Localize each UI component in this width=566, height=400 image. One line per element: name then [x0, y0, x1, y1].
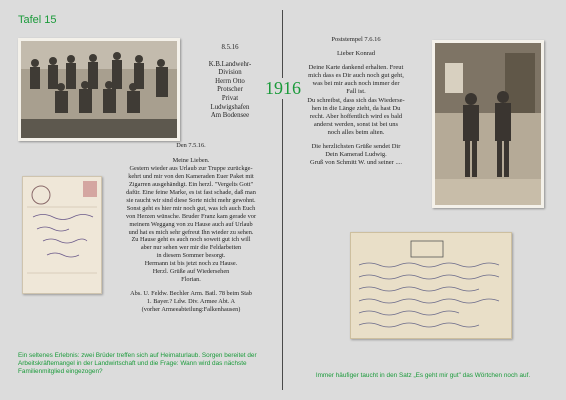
caption-line: K.B.Landwehr- — [208, 60, 252, 68]
group-photo-soldiers — [18, 38, 180, 141]
postcard-line: recht. Aber hoffentlich wird es bald — [309, 112, 403, 120]
right-note: Immer häufiger taucht in den Satz „Es geht mir gut" das Wörtchen noch auf. — [315, 372, 531, 379]
right-postcard-transcription — [292, 36, 420, 167]
postcard-line: Dein Kamerad Ludwig. — [325, 151, 387, 159]
postcard-line: hen in die Länge zieht, da hast Du — [311, 104, 401, 112]
postcard-script — [351, 233, 511, 338]
postmark-date: Poststempel 7.6.16 — [331, 36, 381, 43]
caption-line: Herrn Otto — [215, 77, 245, 85]
postcard-line: Die herzlichsten Grüße sendet Dir — [311, 143, 401, 151]
letter-line: Sonst geht es hier mir noch gut, was ich auch Euch — [126, 204, 256, 212]
left-photo-caption — [188, 44, 272, 121]
postcard-handwriting — [23, 177, 101, 293]
postcard-line: Du schreibst, dass sich das Wiederse- — [307, 96, 405, 104]
letter-line: Zu Hause geht es auch noch soweit gut ich will — [131, 236, 251, 244]
year-label: 1916 — [258, 78, 308, 99]
postcard-line: anderst werden, sonst ist bei uns — [313, 120, 399, 128]
letter-line: und hat es mich sehr gefreut Ihn wieder zu sehen. — [128, 228, 254, 236]
letter-sender: 1. Bayer.? Ldw. Div. Armee Abt. A — [146, 298, 236, 306]
caption-line: Division — [218, 69, 242, 77]
letter-sender: (vorher Armeeabteilung:Falkenhausen) — [141, 306, 241, 314]
letter-line: Gestern wieder aus Urlaub zur Truppe zurückge- — [129, 164, 253, 172]
letter-transcription — [104, 142, 278, 314]
letter-line: Meine Lieben. — [172, 156, 210, 164]
postcard-line: was bei mir auch noch immer der — [312, 80, 400, 88]
center-divider — [282, 10, 283, 390]
letter-line: dafür. Eine feine Marke, es ist fast schade, daß man — [126, 188, 256, 196]
letter-line: Herzl. Grüße auf Wiedersehen — [152, 268, 230, 276]
soldiers-illustration — [21, 41, 177, 138]
postcard-line: Fall ist. — [346, 88, 366, 96]
postcard-line: Deine Karte dankend erhalten. Freut — [308, 64, 404, 72]
letter-line: Hermann ist bis jetzt noch zu Hause. — [144, 260, 238, 268]
postcard-address-side — [22, 176, 102, 294]
caption-line: Privat — [221, 94, 239, 102]
letter-line: Florian. — [181, 276, 201, 284]
letter-line: meinem Weggang von zu Hause auch auf Urlaub — [129, 220, 253, 228]
postcard-line: noch alles beim alten. — [327, 128, 385, 136]
greeting: Lieber Konrad — [336, 50, 376, 58]
letter-line: Zigarren ausgehändigt. Ein herzl. "Vergelts Gott" — [128, 180, 254, 188]
left-note: Ein seltenes Erlebnis: zwei Brüder treffen sich auf Heimaturlaub. Sorgen bereitet der Arbeitskräftemangel in der Landwirtschaft und die Frage: Wann wird das nächste Familienmitglied eingezogen? — [18, 352, 257, 376]
postcard-written-side — [350, 232, 512, 339]
page-title: Tafel 15 — [18, 14, 57, 26]
letter-line: in diesem Sommer besorgt. — [156, 252, 226, 260]
caption-line: Am Bodensee — [210, 112, 250, 120]
caption-date: 8.5.16 — [221, 44, 239, 51]
letter-line: von Herzen wünsche. Bruder Franz kam gerade vor — [125, 212, 257, 220]
caption-line: Ludwigshafen — [210, 103, 250, 111]
letter-sender: Abs. U. Feldw. Bechler Arm. Batl. 78 beim Stab — [130, 290, 252, 298]
caption-line: Protscher — [217, 86, 243, 94]
letter-line: aber nur sehen wer mir die Feldarbeiten — [140, 244, 242, 252]
letter-line: sie raucht wir sind diese Sorte nicht mehr gewohnt. — [126, 196, 256, 204]
two-soldiers-illustration — [435, 43, 541, 205]
postcard-line: Gruß von Schmitt W. und seiner .... — [310, 159, 402, 167]
letter-date: Den 7.5.16. — [176, 142, 206, 149]
letter-line: kehrt und mir von den Kameraden Euer Paket mit — [128, 172, 254, 180]
photo-two-soldiers — [432, 40, 544, 208]
postcard-line: mich dass es Dir auch noch gut geht, — [308, 72, 404, 80]
